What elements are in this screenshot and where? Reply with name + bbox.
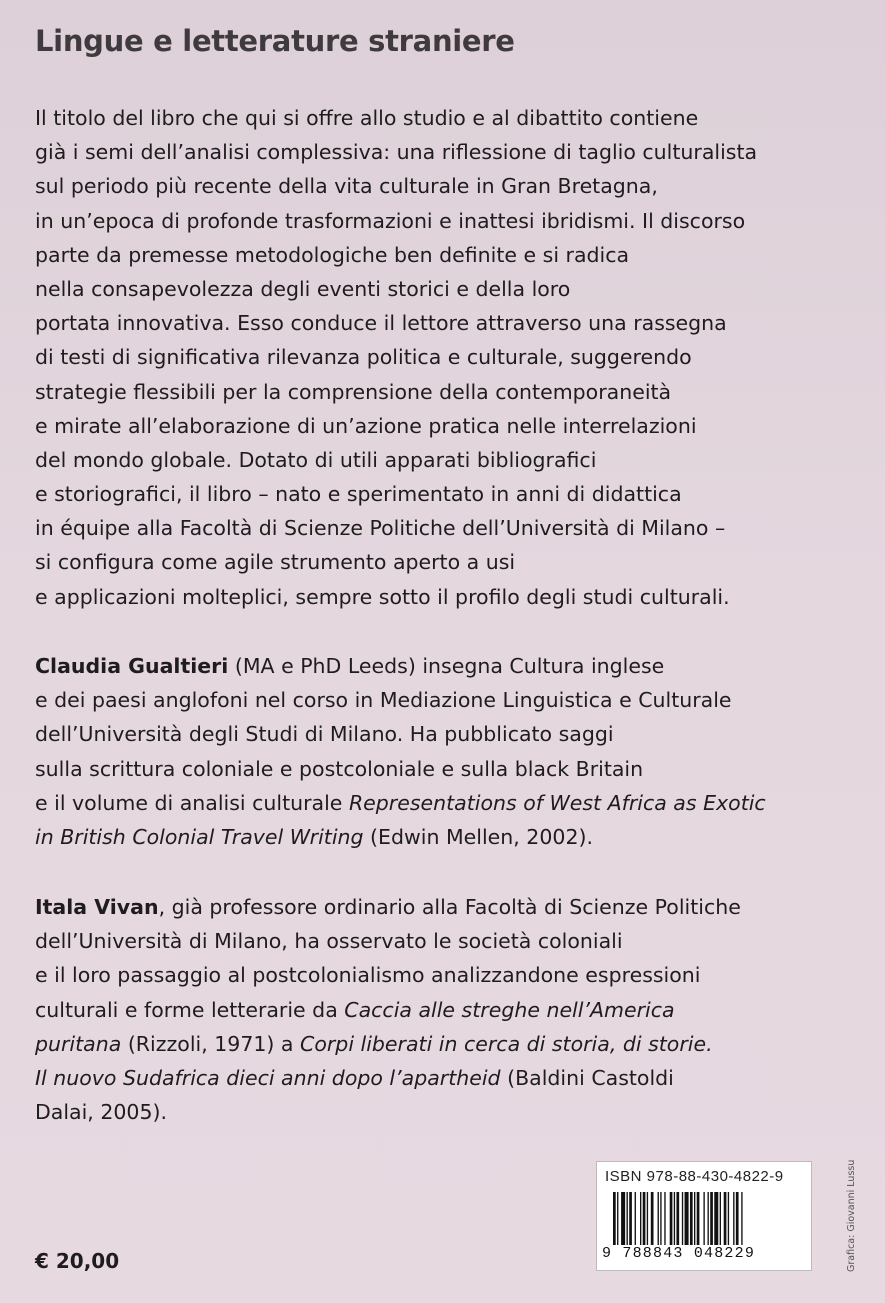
bio-line <box>35 820 815 854</box>
bio-line <box>35 649 815 683</box>
description-line: si configura come agile strumento aperto a usi <box>35 550 516 575</box>
bio-text: culturali e forme letterarie da <box>35 997 345 1022</box>
bio-line <box>35 786 815 820</box>
description-line: di testi di significativa rilevanza politica e culturale, suggerendo <box>35 345 692 370</box>
description-line: già i semi dell’analisi complessiva: una riflessione di taglio culturalista <box>35 140 758 165</box>
bio-line: dell’Università di Milano, ha osservato le società coloniali <box>35 929 623 954</box>
description-line: strategie flessibili per la comprensione della contemporaneità <box>35 379 672 404</box>
series-title: Lingue e letterature straniere <box>35 24 515 58</box>
book-title-italic: in British Colonial Travel Writing <box>35 824 364 849</box>
bio-text: (Rizzoli, 1971) a <box>121 1031 301 1056</box>
description-line: del mondo globale. Dotato di utili apparati bibliografici <box>35 447 597 472</box>
book-title-italic: Representations of West Africa as Exotic <box>348 790 766 815</box>
bio-line: sulla scrittura coloniale e postcoloniale e sulla black Britain <box>35 756 644 781</box>
bio-line <box>35 993 815 1027</box>
bio-text: e il volume di analisi culturale <box>35 790 349 815</box>
book-title-italic: Corpi liberati in cerca di storia, di storie. <box>300 1031 713 1056</box>
description-line: nella consapevolezza degli eventi storici e della loro <box>35 276 571 301</box>
book-title-italic: Il nuovo Sudafrica dieci anni dopo l’apartheid <box>35 1065 501 1090</box>
ean-number: 9 788843 048229 <box>602 1245 756 1262</box>
description-line: in un’epoca di profonde trasformazioni e inattesi ibridismi. Il discorso <box>35 208 746 233</box>
isbn-label: ISBN 978-88-430-4822-9 <box>605 1168 784 1185</box>
bio-line: e dei paesi anglofoni nel corso in Mediazione Linguistica e Culturale <box>35 688 732 713</box>
bio-text: , già professore ordinario alla Facoltà di Scienze Politiche <box>158 895 741 919</box>
author-name: Itala Vivan <box>35 895 159 919</box>
author-name: Claudia Gualtieri <box>35 654 229 678</box>
bio-line: Dalai, 2005). <box>35 1100 168 1125</box>
isbn-barcode <box>596 1161 812 1271</box>
author-bio-gualtieri <box>35 649 815 854</box>
description-line: sul periodo più recente della vita culturale in Gran Bretagna, <box>35 174 658 199</box>
bio-line: e il loro passaggio al postcolonialismo analizzandone espressioni <box>35 963 701 988</box>
description-line: e storiografici, il libro – nato e sperimentato in anni di didattica <box>35 482 682 507</box>
description-line: e mirate all’elaborazione di un’azione pratica nelle interrelazioni <box>35 413 697 438</box>
ean-digits <box>601 1245 807 1262</box>
bio-line <box>35 1061 815 1095</box>
description-line: in équipe alla Facoltà di Scienze Politiche dell’Università di Milano – <box>35 516 726 541</box>
bio-text: (Edwin Mellen, 2002). <box>363 824 593 849</box>
description-line: Il titolo del libro che qui si offre allo studio e al dibattito contiene <box>35 106 699 130</box>
description-line: parte da premesse metodologiche ben definite e si radica <box>35 242 630 267</box>
bio-line <box>35 890 815 924</box>
bio-line <box>35 1027 815 1061</box>
description-line: portata innovativa. Esso conduce il lettore attraverso una rassegna <box>35 311 727 336</box>
bio-text: (MA e PhD Leeds) insegna Cultura inglese <box>228 654 665 678</box>
book-description <box>35 101 815 614</box>
price: € 20,00 <box>35 1249 120 1273</box>
bio-text: (Baldini Castoldi <box>500 1065 674 1090</box>
book-title-italic: puritana <box>35 1031 122 1056</box>
author-bio-vivan <box>35 890 815 1129</box>
description-line: e applicazioni molteplici, sempre sotto il profilo degli studi culturali. <box>35 584 730 609</box>
bio-line: dell’Università degli Studi di Milano. Ha pubblicato saggi <box>35 722 614 747</box>
book-title-italic: Caccia alle streghe nell’America <box>344 997 675 1022</box>
design-credit: Grafica: Giovanni Lussu <box>846 1159 857 1272</box>
